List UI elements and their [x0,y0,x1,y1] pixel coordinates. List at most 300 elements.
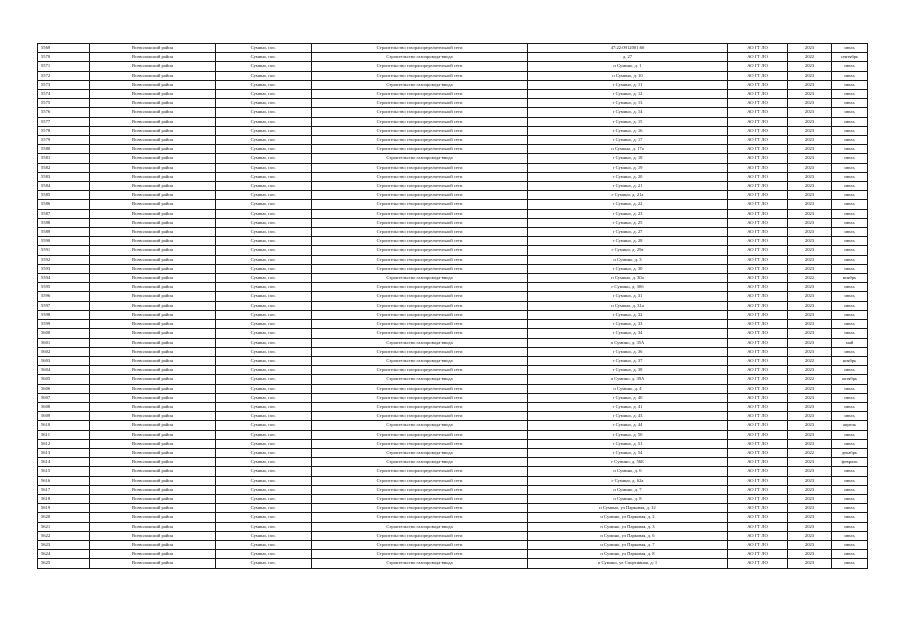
cell-work-type: Строительство газопровода-ввода [312,448,528,457]
cell-settlement: Сумино, пос. [216,320,312,329]
cell-month: июль [832,209,868,218]
cell-address: г Сумино, д. 43 [528,412,728,421]
cell-settlement: Сумино, пос. [216,145,312,154]
cell-address: п Сумино, д. 10 [528,71,728,80]
cell-month: октябрь [832,375,868,384]
cell-month: июль [832,108,868,117]
cell-id: 5602 [38,347,90,356]
table-row [38,228,868,237]
cell-id: 5622 [38,531,90,540]
cell-work-type: Строительство газораспределительной сети [312,108,528,117]
cell-settlement: Сумино, пос. [216,393,312,402]
cell-organization: АО ГТ ЛО [728,218,788,227]
cell-organization: АО ГТ ЛО [728,448,788,457]
cell-month: июль [832,412,868,421]
cell-district: Всеволожский район [90,476,216,485]
cell-work-type: Строительство газораспределительной сети [312,504,528,513]
cell-id: 5590 [38,237,90,246]
cell-year: 2023 [788,71,832,80]
cell-month: июль [832,145,868,154]
cell-district: Всеволожский район [90,347,216,356]
cell-address: п Сумино, д. 7 [528,485,728,494]
cell-work-type: Строительство газопровода-ввода [312,421,528,430]
cell-organization: АО ГТ ЛО [728,71,788,80]
cell-district: Всеволожский район [90,200,216,209]
cell-work-type: Строительство газораспределительной сети [312,255,528,264]
cell-id: 5579 [38,136,90,145]
cell-month: июль [832,191,868,200]
table-row [38,504,868,513]
cell-id: 5584 [38,182,90,191]
cell-district: Всеволожский район [90,467,216,476]
cell-id: 5588 [38,218,90,227]
cell-work-type: Строительство газораспределительной сети [312,200,528,209]
cell-settlement: Сумино, пос. [216,228,312,237]
table-row [38,117,868,126]
cell-organization: АО ГТ ЛО [728,200,788,209]
cell-month: июль [832,237,868,246]
cell-address: п Сумино, д. 17а [528,145,728,154]
cell-organization: АО ГТ ЛО [728,209,788,218]
cell-organization: АО ГТ ЛО [728,62,788,71]
table-row [38,301,868,310]
cell-work-type: Строительство газопровода-ввода [312,274,528,283]
table-row [38,448,868,457]
cell-year: 2023 [788,540,832,549]
cell-year: 2023 [788,209,832,218]
cell-settlement: Сумино, пос. [216,310,312,319]
table-row [38,237,868,246]
cell-district: Всеволожский район [90,540,216,549]
cell-year: 2022 [788,356,832,365]
cell-district: Всеволожский район [90,145,216,154]
cell-month: июль [832,476,868,485]
cell-id: 5571 [38,62,90,71]
cell-organization: АО ГТ ЛО [728,393,788,402]
cell-district: Всеволожский район [90,44,216,53]
table-row [38,494,868,503]
cell-work-type: Строительство газораспределительной сети [312,62,528,71]
cell-year: 2023 [788,163,832,172]
cell-month: июль [832,80,868,89]
cell-settlement: Сумино, пос. [216,366,312,375]
cell-work-type: Строительство газораспределительной сети [312,44,528,53]
table-row [38,430,868,439]
cell-address: п Сумино, ул Парковая, д. 6 [528,531,728,540]
cell-id: 5608 [38,402,90,411]
cell-id: 5583 [38,172,90,181]
table-row [38,310,868,319]
table-row [38,80,868,89]
cell-district: Всеволожский район [90,366,216,375]
cell-address: г Сумино, д. 40 [528,393,728,402]
cell-id: 5587 [38,209,90,218]
cell-address: г Сумино, д. 30б [528,283,728,292]
cell-id: 5620 [38,513,90,522]
table-row [38,393,868,402]
cell-organization: АО ГТ ЛО [728,136,788,145]
table-row [38,366,868,375]
cell-work-type: Строительство газораспределительной сети [312,90,528,99]
cell-id: 5589 [38,228,90,237]
cell-address: п Сумино, д. 31а [528,301,728,310]
cell-year: 2023 [788,458,832,467]
cell-year: 2023 [788,421,832,430]
cell-settlement: Сумино, пос. [216,237,312,246]
cell-year: 2022 [788,53,832,62]
cell-month: июль [832,172,868,181]
cell-settlement: Сумино, пос. [216,522,312,531]
cell-id: 5598 [38,310,90,319]
cell-month: июль [832,99,868,108]
cell-settlement: Сумино, пос. [216,430,312,439]
cell-work-type: Строительство газораспределительной сети [312,163,528,172]
cell-settlement: Сумино, пос. [216,218,312,227]
cell-district: Всеволожский район [90,108,216,117]
table-row [38,53,868,62]
cell-id: 5569 [38,44,90,53]
cell-month: июль [832,246,868,255]
cell-organization: АО ГТ ЛО [728,264,788,273]
cell-month: июль [832,522,868,531]
cell-organization: АО ГТ ЛО [728,228,788,237]
cell-month: ноябрь [832,274,868,283]
cell-organization: АО ГТ ЛО [728,145,788,154]
table-row [38,71,868,80]
cell-settlement: Сумино, пос. [216,329,312,338]
cell-settlement: Сумино, пос. [216,375,312,384]
cell-month: июль [832,136,868,145]
cell-year: 2023 [788,136,832,145]
cell-id: 5576 [38,108,90,117]
cell-settlement: Сумино, пос. [216,44,312,53]
cell-address: п Сумино, ул Парковая, д. 7 [528,540,728,549]
cell-settlement: Сумино, пос. [216,338,312,347]
table-row [38,191,868,200]
cell-year: 2023 [788,366,832,375]
cell-month: июль [832,494,868,503]
cell-organization: АО ГТ ЛО [728,559,788,568]
cell-settlement: Сумино, пос. [216,108,312,117]
cell-settlement: Сумино, пос. [216,384,312,393]
cell-address: 47:22:0912001:60 [528,44,728,53]
cell-district: Всеволожский район [90,531,216,540]
cell-id: 5594 [38,274,90,283]
cell-id: 5615 [38,467,90,476]
cell-district: Всеволожский район [90,172,216,181]
cell-settlement: Сумино, пос. [216,412,312,421]
cell-address: д. 27 [528,53,728,62]
cell-work-type: Строительство газораспределительной сети [312,329,528,338]
table-row [38,356,868,365]
cell-month: июль [832,71,868,80]
cell-year: 2023 [788,485,832,494]
cell-organization: АО ГТ ЛО [728,283,788,292]
cell-id: 5572 [38,71,90,80]
cell-address: п Сумино, д. 30а [528,274,728,283]
cell-month: июль [832,310,868,319]
document-page [37,43,867,569]
cell-month: июль [832,550,868,559]
cell-work-type: Строительство газораспределительной сети [312,384,528,393]
cell-organization: АО ГТ ЛО [728,347,788,356]
cell-id: 5604 [38,366,90,375]
cell-address: г Сумино, д. 29а [528,246,728,255]
cell-year: 2022 [788,375,832,384]
table-row [38,531,868,540]
cell-month: июль [832,163,868,172]
cell-work-type: Строительство газораспределительной сети [312,182,528,191]
cell-work-type: Строительство газораспределительной сети [312,191,528,200]
cell-year: 2023 [788,412,832,421]
table-row [38,320,868,329]
cell-settlement: Сумино, пос. [216,99,312,108]
cell-work-type: Строительство газораспределительной сети [312,540,528,549]
cell-settlement: Сумино, пос. [216,163,312,172]
cell-organization: АО ГТ ЛО [728,99,788,108]
cell-year: 2023 [788,255,832,264]
cell-address: г Сумино, д. 17 [528,136,728,145]
cell-id: 5582 [38,163,90,172]
cell-district: Всеволожский район [90,274,216,283]
cell-work-type: Строительство газораспределительной сети [312,99,528,108]
cell-settlement: Сумино, пос. [216,117,312,126]
cell-settlement: Сумино, пос. [216,402,312,411]
cell-address: г Сумино, д. 12 [528,90,728,99]
cell-id: 5600 [38,329,90,338]
table-row [38,522,868,531]
cell-settlement: Сумино, пос. [216,467,312,476]
table-row [38,329,868,338]
cell-district: Всеволожский район [90,439,216,448]
cell-year: 2023 [788,228,832,237]
cell-address: г Сумино, д. 51 [528,439,728,448]
cell-settlement: Сумино, пос. [216,347,312,356]
cell-work-type: Строительство газораспределительной сети [312,430,528,439]
cell-id: 5585 [38,191,90,200]
cell-year: 2023 [788,200,832,209]
cell-work-type: Строительство газораспределительной сети [312,412,528,421]
cell-district: Всеволожский район [90,126,216,135]
cell-organization: АО ГТ ЛО [728,550,788,559]
cell-year: 2022 [788,448,832,457]
cell-address: г Сумино, д. 27 [528,228,728,237]
cell-id: 5586 [38,200,90,209]
cell-year: 2023 [788,310,832,319]
cell-organization: АО ГТ ЛО [728,421,788,430]
cell-district: Всеволожский район [90,117,216,126]
cell-work-type: Строительство газораспределительной сети [312,292,528,301]
cell-year: 2023 [788,283,832,292]
cell-district: Всеволожский район [90,163,216,172]
cell-district: Всеволожский район [90,136,216,145]
cell-district: Всеволожский район [90,292,216,301]
cell-district: Всеволожский район [90,90,216,99]
cell-address: г Сумино, д. 20 [528,172,728,181]
cell-district: Всеволожский район [90,310,216,319]
cell-year: 2023 [788,301,832,310]
cell-settlement: Сумино, пос. [216,274,312,283]
cell-address: г Сумино, д. 11 [528,80,728,89]
cell-work-type: Строительство газопровода-ввода [312,356,528,365]
cell-month: июль [832,366,868,375]
table-row [38,467,868,476]
cell-address: г Сумино, д. 56Б [528,458,728,467]
cell-work-type: Строительство газораспределительной сети [312,393,528,402]
cell-year: 2023 [788,338,832,347]
cell-year: 2023 [788,154,832,163]
cell-year: 2023 [788,62,832,71]
cell-organization: АО ГТ ЛО [728,540,788,549]
cell-district: Всеволожский район [90,375,216,384]
cell-work-type: Строительство газораспределительной сети [312,476,528,485]
cell-settlement: Сумино, пос. [216,448,312,457]
table-row [38,108,868,117]
table-row [38,145,868,154]
cell-organization: АО ГТ ЛО [728,412,788,421]
table-row [38,218,868,227]
cell-work-type: Строительство газораспределительной сети [312,218,528,227]
cell-district: Всеволожский район [90,338,216,347]
cell-month: июль [832,44,868,53]
cell-address: п Сумино, ул Парковая, д. 2 [528,513,728,522]
cell-organization: АО ГТ ЛО [728,53,788,62]
cell-settlement: Сумино, пос. [216,71,312,80]
cell-work-type: Строительство газораспределительной сети [312,366,528,375]
cell-month: июль [832,182,868,191]
cell-month: июль [832,126,868,135]
cell-year: 2023 [788,108,832,117]
cell-organization: АО ГТ ЛО [728,531,788,540]
cell-work-type: Строительство газопровода-ввода [312,375,528,384]
cell-organization: АО ГТ ЛО [728,375,788,384]
cell-month: июль [832,347,868,356]
cell-month: декабрь [832,448,868,457]
cell-month: июль [832,540,868,549]
cell-settlement: Сумино, пос. [216,292,312,301]
cell-address: г Сумино, д. 36 [528,347,728,356]
table-row [38,439,868,448]
cell-settlement: Сумино, пос. [216,255,312,264]
cell-month: июль [832,430,868,439]
cell-year: 2023 [788,393,832,402]
cell-month: июль [832,531,868,540]
cell-work-type: Строительство газораспределительной сети [312,126,528,135]
cell-id: 5570 [38,53,90,62]
cell-district: Всеволожский район [90,402,216,411]
cell-district: Всеволожский район [90,513,216,522]
cell-district: Всеволожский район [90,559,216,568]
cell-address: г Сумино, д. 21а [528,191,728,200]
table-row [38,384,868,393]
cell-work-type: Строительство газопровода-ввода [312,522,528,531]
cell-address: г Сумино, д. 54 [528,448,728,457]
cell-organization: АО ГТ ЛО [728,329,788,338]
cell-district: Всеволожский район [90,99,216,108]
cell-organization: АО ГТ ЛО [728,126,788,135]
cell-year: 2023 [788,559,832,568]
cell-month: июль [832,62,868,71]
cell-address: г Сумино, д. 22 [528,200,728,209]
cell-id: 5577 [38,117,90,126]
cell-id: 5618 [38,494,90,503]
cell-settlement: Сумино, пос. [216,264,312,273]
cell-month: июль [832,504,868,513]
cell-month: июль [832,467,868,476]
cell-work-type: Строительство газораспределительной сети [312,467,528,476]
cell-year: 2023 [788,550,832,559]
cell-settlement: Сумино, пос. [216,182,312,191]
table-row [38,283,868,292]
cell-id: 5580 [38,145,90,154]
cell-year: 2023 [788,467,832,476]
cell-work-type: Строительство газораспределительной сети [312,264,528,273]
cell-year: 2023 [788,246,832,255]
cell-work-type: Строительство газораспределительной сети [312,172,528,181]
table-row [38,246,868,255]
cell-month: июль [832,264,868,273]
cell-month: июль [832,200,868,209]
cell-organization: АО ГТ ЛО [728,80,788,89]
cell-year: 2023 [788,504,832,513]
cell-id: 5591 [38,246,90,255]
cell-work-type: Строительство газопровода-ввода [312,80,528,89]
cell-settlement: Сумино, пос. [216,439,312,448]
cell-settlement: Сумино, пос. [216,283,312,292]
cell-work-type: Строительство газораспределительной сети [312,513,528,522]
cell-organization: АО ГТ ЛО [728,494,788,503]
cell-organization: АО ГТ ЛО [728,476,788,485]
cell-organization: АО ГТ ЛО [728,44,788,53]
table-row [38,126,868,135]
cell-id: 5597 [38,301,90,310]
cell-district: Всеволожский район [90,448,216,457]
cell-id: 5605 [38,375,90,384]
cell-year: 2023 [788,384,832,393]
cell-address: п Сумино, д. 1 [528,62,728,71]
cell-organization: АО ГТ ЛО [728,163,788,172]
cell-id: 5617 [38,485,90,494]
cell-work-type: Строительство газопровода-ввода [312,53,528,62]
cell-work-type: Строительство газораспределительной сети [312,145,528,154]
cell-organization: АО ГТ ЛО [728,172,788,181]
table-row [38,513,868,522]
cell-organization: АО ГТ ЛО [728,356,788,365]
cell-district: Всеволожский район [90,393,216,402]
table-row [38,200,868,209]
cell-year: 2023 [788,264,832,273]
cell-district: Всеволожский район [90,209,216,218]
cell-organization: АО ГТ ЛО [728,439,788,448]
cell-id: 5621 [38,522,90,531]
table-row [38,172,868,181]
cell-settlement: Сумино, пос. [216,246,312,255]
cell-work-type: Строительство газораспределительной сети [312,485,528,494]
cell-settlement: Сумино, пос. [216,53,312,62]
cell-work-type: Строительство газопровода-ввода [312,458,528,467]
cell-id: 5610 [38,421,90,430]
cell-address: г Сумино, д. 15 [528,117,728,126]
cell-address: п Сумино, ул Парковая, д. 3 [528,522,728,531]
cell-settlement: Сумино, пос. [216,458,312,467]
table-row [38,136,868,145]
cell-id: 5612 [38,439,90,448]
cell-district: Всеволожский район [90,522,216,531]
cell-id: 5611 [38,430,90,439]
table-row [38,540,868,549]
cell-id: 5616 [38,476,90,485]
table-row [38,347,868,356]
